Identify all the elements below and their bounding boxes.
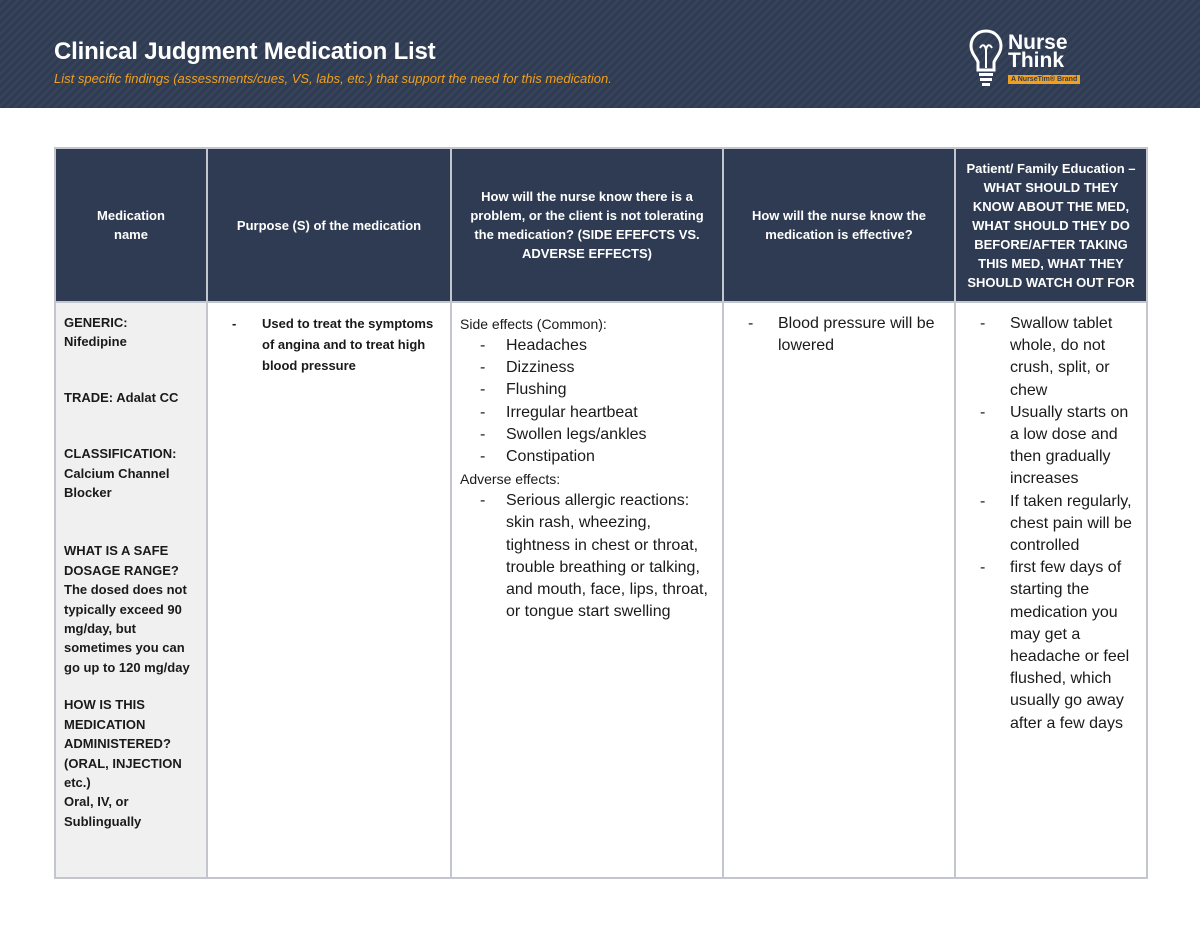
page-title: Clinical Judgment Medication List	[54, 38, 436, 65]
header-purpose: Purpose (S) of the medication	[207, 148, 451, 302]
list-item: - Flushing	[460, 379, 714, 401]
medication-table	[54, 147, 1148, 879]
list-item: - Swallow tablet whole, do not crush, split, or chew	[964, 313, 1138, 402]
nursethink-logo	[968, 28, 1084, 90]
page-subtitle: List specific findings (assessments/cues, VS, labs, etc.) that support the need for this medication.	[54, 71, 612, 86]
header-medication-name: Medication name	[55, 148, 207, 302]
generic-label: GENERIC:	[64, 315, 128, 330]
logo-tagline: A NurseTim® Brand	[1008, 75, 1080, 84]
cell-education	[955, 302, 1147, 878]
header-education: Patient/ Family Education – WHAT SHOULD THEY KNOW ABOUT THE MED, WHAT SHOULD THEY DO BEFORE/AFTER TAKING THIS MED, WHAT THEY SHOULD WATCH OUT FOR	[955, 148, 1147, 302]
list-item: - Used to treat the symptoms of angina and to treat high blood pressure	[216, 313, 442, 376]
side-effects-list	[460, 335, 714, 468]
adverse-effects-list	[460, 490, 714, 623]
list-item: - Usually starts on a low dose and then gradually increases	[964, 402, 1138, 491]
logo-wordmark-nurse: Nurse	[1008, 31, 1068, 54]
cell-medication-name	[55, 302, 207, 878]
list-item: - first few days of starting the medication you may get a headache or feel flushed, which usually go away after a few days	[964, 557, 1138, 735]
list-item: - Swollen legs/ankles	[460, 424, 714, 446]
education-list	[964, 313, 1138, 735]
purpose-list	[216, 313, 442, 376]
table-row	[55, 302, 1147, 878]
dosage-question: WHAT IS A SAFE DOSAGE RANGE?	[64, 543, 179, 578]
list-item: - Blood pressure will be lowered	[732, 313, 946, 357]
adverse-effects-label: Adverse effects:	[460, 471, 561, 488]
trade-name: TRADE: Adalat CC	[64, 389, 179, 405]
list-item: - Irregular heartbeat	[460, 402, 714, 424]
side-effects-label: Side effects (Common):	[460, 316, 607, 332]
list-item: - Dizziness	[460, 357, 714, 379]
dosage-answer: The dosed does not typically exceed 90 mg/day, but sometimes you can go up to 120 mg/day	[64, 582, 190, 675]
cell-effectiveness	[723, 302, 955, 878]
list-item: - If taken regularly, chest pain will be controlled	[964, 491, 1138, 558]
list-item: - Constipation	[460, 446, 714, 468]
generic-name: Nifedipine	[64, 334, 127, 350]
admin-answer: Oral, IV, or Sublingually	[64, 794, 142, 829]
admin-question: HOW IS THIS MEDICATION ADMINISTERED? (ORAL, INJECTION etc.)	[64, 697, 182, 790]
effectiveness-list	[732, 313, 946, 357]
cell-side-effects	[451, 302, 723, 878]
cell-purpose	[207, 302, 451, 878]
page-header	[0, 0, 1200, 108]
header-effectiveness: How will the nurse know the medication is effective?	[723, 148, 955, 302]
classification-label: CLASSIFICATION:	[64, 446, 177, 462]
lightbulb-icon	[968, 28, 1004, 88]
header-side-effects: How will the nurse know there is a problem, or the client is not tolerating the medication? (SIDE EFEFCTS VS. ADVERSE EFFECTS)	[451, 148, 723, 302]
logo-wordmark-think: Think	[1008, 49, 1064, 72]
list-item: - Serious allergic reactions: skin rash, wheezing, tightness in chest or throat, trouble breathing or talking, and mouth, face, lips, throat, or tongue start swelling	[460, 490, 714, 623]
table-header-row	[55, 148, 1147, 302]
list-item: - Headaches	[460, 335, 714, 357]
classification-value: Calcium Channel Blocker	[64, 465, 170, 501]
